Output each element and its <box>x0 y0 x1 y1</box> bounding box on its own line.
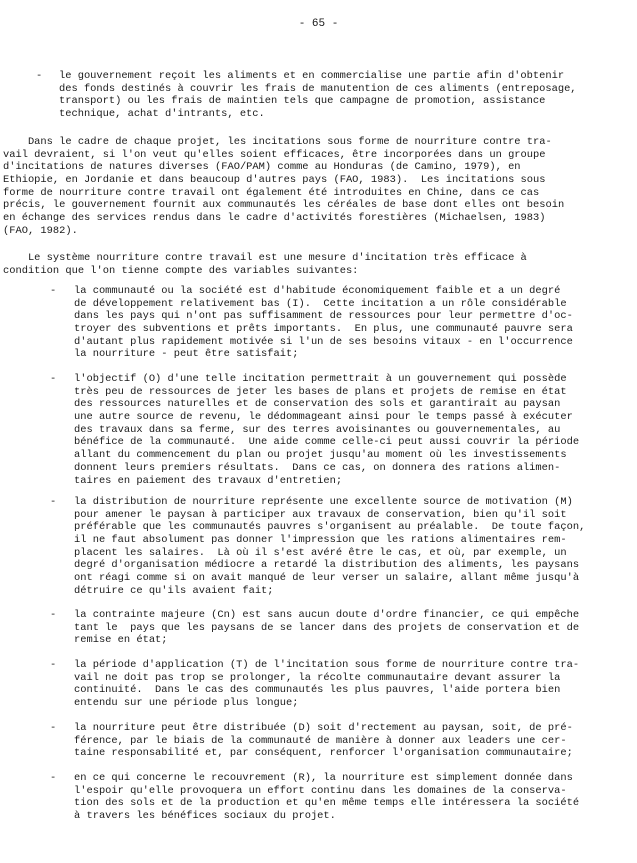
text-line: des ressources naturelles et de conservation des sols et garantirait au paysan <box>74 398 561 411</box>
text-line: bénéfice de la communauté. Une aide comme celle-ci peut aussi couvrir la période <box>74 436 580 449</box>
text-line: placent les salaires. Là où il s'est avéré être le cas, et où, par exemple, un <box>74 546 567 559</box>
text-line: technique, achat d'intrants, etc. <box>59 108 265 121</box>
text-line: degré d'organisation médiocre a retardé la distribution des aliments, les paysans <box>74 559 580 572</box>
text-line: la nourriture peut être distribuée (D) soit d'rectement au paysan, soit, de pré- <box>74 722 573 734</box>
text-line: la période d'application (T) de l'incitation sous forme de nourriture contre tra- <box>74 659 580 671</box>
text-line: allant du commencement du plan ou projet jusqu'au moment où les investissements <box>74 449 567 462</box>
bullet-marker: - <box>50 772 57 784</box>
intro-bullet-text <box>59 70 577 121</box>
text-line: détruire ce qu'ils avaient fait; <box>74 584 274 597</box>
text-line: l'espoir qu'elle provoquera un effort continu dans les domaines de la conserva- <box>74 784 567 797</box>
text-line: de développement relativement bas (I). Cette incitation a un rôle considérable <box>74 297 567 310</box>
text-line: taine responsabilité et, par conséquent, renforcer l'organisation communautaire; <box>74 747 573 760</box>
paragraph-1 <box>3 136 637 238</box>
text-line: férence, par le biais de la communauté de manière à donner aux leaders une cer- <box>74 734 567 747</box>
paragraph-2 <box>3 252 637 277</box>
bullet-marker: - <box>50 609 57 621</box>
text-line: (FAO, 1982). <box>3 224 78 237</box>
page-number: - 65 - <box>298 18 339 30</box>
text-line: des travaux dans sa ferme, sur des terres avoisinantes ou gouvernementales, au <box>74 423 561 436</box>
text-line: forme de nourriture contre travail ont également été introduites en Chine, dans ce cas <box>3 186 540 199</box>
text-line: préférable que les communautés pauvres s'organisent au préalable. De toute façon, <box>74 521 586 534</box>
text-line: condition que l'on tienne compte des variables suivantes: <box>3 264 359 277</box>
bullet-marker: - <box>50 722 57 734</box>
text-line: d'incitations de natures diverses (FAO/PAM) comme au Honduras (de Camino, 1979), en <box>3 161 521 174</box>
text-line: tion des sols et de la production et qu'en même temps elle intéressera la société <box>74 797 580 810</box>
text-line: Ethiopie, en Jordanie et dans beaucoup d'autres pays (FAO, 1983). Les incitations sous <box>3 174 546 187</box>
text-line: Dans le cadre de chaque projet, les incitations sous forme de nourriture contre tra- <box>3 136 552 148</box>
bullet-text <box>74 285 573 361</box>
text-line: d'autant plus rapidement motivée si l'un de ses besoins vitaux - en l'occurrence <box>74 335 573 348</box>
text-line: tant le pays que les paysans de se lancer dans des projets de conservation et de <box>74 621 580 634</box>
text-line: remise en état; <box>74 634 168 647</box>
text-line: à travers les bénéfices sociaux du projet. <box>74 810 336 823</box>
text-line: continuité. Dans le cas des communautés les plus pauvres, l'aide portera bien <box>74 684 561 697</box>
text-line: il ne faut absolument pas donner l'impression que les rations alimentaires rem- <box>74 534 567 547</box>
text-line: vail ne doit pas trop se prolonger, la récolte communautaire devant assurer la <box>74 671 561 684</box>
text-line: une autre source de revenu, le dédommageant ainsi pour le temps passé à exécuter <box>74 411 573 424</box>
text-line: la distribution de nourriture représente une excellente source de motivation (M) <box>74 496 573 508</box>
text-line: la communauté ou la société est d'habitude économiquement faible et a un degré <box>74 285 561 297</box>
text-line: transport) ou les frais de maintien tels que campagne de promotion, assistance <box>59 95 546 108</box>
bullet-marker: - <box>50 659 57 671</box>
text-line: la contrainte majeure (Cn) est sans aucun doute d'ordre financier, ce qui empêche <box>74 609 580 621</box>
bullet-marker: - <box>50 496 57 508</box>
bullet-text <box>74 496 585 598</box>
text-line: dans les pays qui n'ont pas suffisamment de ressources pour leur permettre d'oc- <box>74 310 573 323</box>
text-line: en échange des services rendus dans le cadre d'activités forestières (Michaelsen, 1983) <box>3 212 546 225</box>
bullet-text <box>74 373 579 487</box>
text-line: le gouvernement reçoit les aliments et en commercialise une partie afin d'obtenir <box>59 70 565 82</box>
text-line: en ce qui concerne le recouvrement (R), la nourriture est simplement donnée dans <box>74 772 573 784</box>
text-line: Le système nourriture contre travail est une mesure d'incitation très efficace à <box>3 252 527 264</box>
text-line: très peu de ressources de jeter les bases de plans et projets de remise en état <box>74 385 567 398</box>
text-line: l'objectif (O) d'une telle incitation permettrait à un gouvernement qui possède <box>74 373 567 385</box>
text-line: ont réagi comme si on avait manqué de leur verser un salaire, allant même jusqu'à <box>74 572 580 585</box>
bullet-marker: - <box>50 285 57 297</box>
text-line: précis, le gouvernement fournit aux communautés les céréales de base dont elles ont besoin <box>3 199 565 212</box>
bullet-text <box>74 722 573 760</box>
text-line: vail devraient, si l'on veut qu'elles soient efficaces, être incorporées dans un groupe <box>3 148 546 161</box>
bullet-marker: - <box>50 373 57 385</box>
text-line: taires en paiement des travaux d'entretien; <box>74 474 343 487</box>
text-line: entendu sur une période plus longue; <box>74 697 299 710</box>
text-line: des fonds destinés à couvrir les frais de manutention de ces aliments (entreposage, <box>59 82 577 95</box>
bullet-text <box>74 772 579 823</box>
text-line: troyer des subventions et prêts importants. En plus, une communauté pauvre sera <box>74 323 573 336</box>
bullet-marker: - <box>36 70 43 82</box>
text-line: donnent leurs premiers résultats. Dans ce cas, on donnera des rations alimen- <box>74 461 561 474</box>
bullet-text <box>74 659 579 710</box>
bullet-text <box>74 609 579 647</box>
text-line: pour amener le paysan à participer aux travaux de conservation, bien qu'il soit <box>74 508 567 521</box>
text-line: la nourriture - peut être satisfait; <box>74 348 299 361</box>
